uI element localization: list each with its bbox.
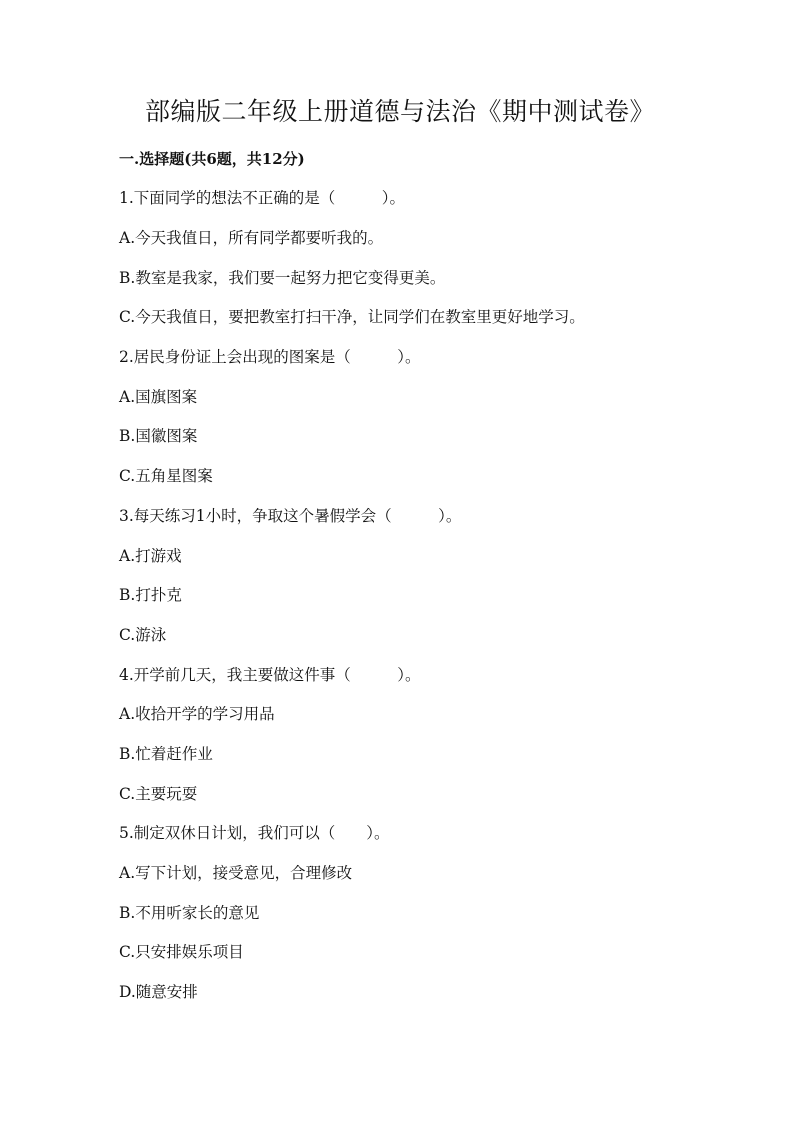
option-1a: A.今天我值日，所有同学都要听我的。 (119, 229, 384, 247)
option-3c: C.游泳 (119, 626, 167, 644)
option-3b: B.打扑克 (119, 586, 182, 604)
question-3: 3.每天练习1小时，争取这个暑假学会（ ）。 (119, 507, 462, 525)
option-5b: B.不用听家长的意见 (119, 904, 260, 922)
option-3a: A.打游戏 (119, 547, 182, 565)
option-5a: A.写下计划，接受意见，合理修改 (119, 864, 353, 882)
question-4: 4.开学前几天，我主要做这件事（ ）。 (119, 666, 421, 684)
option-1c: C.今天我值日，要把教室打扫干净，让同学们在教室里更好地学习。 (119, 308, 585, 326)
option-4a: A.收拾开学的学习用品 (119, 705, 275, 723)
section-heading: 一.选择题(共6题，共12分) (119, 150, 305, 168)
option-4c: C.主要玩耍 (119, 785, 198, 803)
option-2a: A.国旗图案 (119, 388, 198, 406)
question-2: 2.居民身份证上会出现的图案是（ ）。 (119, 348, 421, 366)
question-1: 1.下面同学的想法不正确的是（ ）。 (119, 189, 406, 207)
option-2c: C.五角星图案 (119, 467, 213, 485)
option-4b: B.忙着赶作业 (119, 745, 213, 763)
option-5d: D.随意安排 (119, 983, 198, 1001)
question-5: 5.制定双休日计划，我们可以（ ）。 (119, 824, 390, 842)
option-1b: B.教室是我家，我们要一起努力把它变得更美。 (119, 269, 446, 287)
option-2b: B.国徽图案 (119, 427, 198, 445)
option-5c: C.只安排娱乐项目 (119, 943, 244, 961)
page-title: 部编版二年级上册道德与法治《期中测试卷》 (144, 97, 655, 126)
